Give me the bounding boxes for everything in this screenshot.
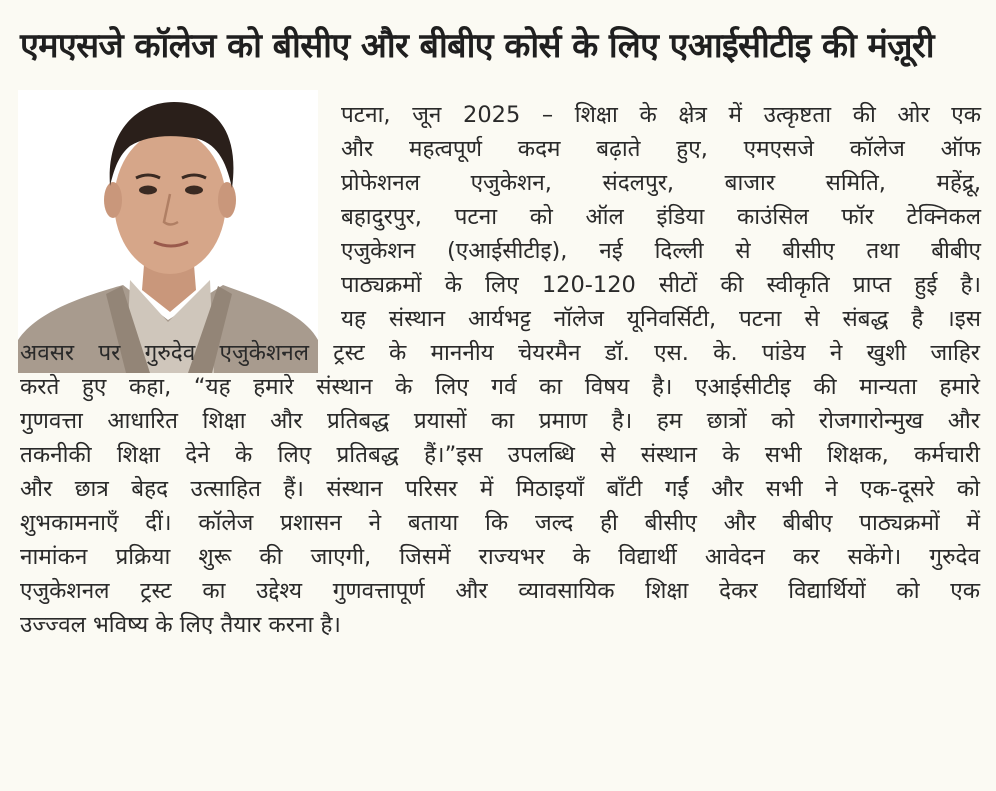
- article-line: एजुकेशन (एआईसीटीइ), नई दिल्ली से बीसीए तथा बीबीए: [341, 238, 981, 264]
- article-line: और महत्वपूर्ण कदम बढ़ाते हुए, एमएसजे कॉलेज ऑफ: [341, 136, 981, 162]
- article-line: नामांकन प्रक्रिया शुरू की जाएगी, जिसमें राज्यभर के विद्यार्थी आवेदन कर सकेंगे। गुरुदेव: [20, 544, 980, 570]
- article-line: और छात्र बेहद उत्साहित हैं। संस्थान परिसर में मिठाइयाँ बाँटी गईं और सभी ने एक-दूसरे को: [20, 476, 980, 502]
- article-line: पटना, जून 2025 – शिक्षा के क्षेत्र में उत्कृष्टता की ओर एक: [341, 102, 981, 128]
- article-line: उज्ज्वल भविष्य के लिए तैयार करना है।: [20, 612, 341, 638]
- person-portrait-icon: [18, 90, 318, 373]
- article-line: एजुकेशनल ट्रस्ट का उद्देश्य गुणवत्तापूर्ण और व्यावसायिक शिक्षा देकर विद्यार्थियों को एक: [20, 578, 980, 604]
- headline: एमएसजे कॉलेज को बीसीए और बीबीए कोर्स के लिए एआईसीटीइ की मंज़ूरी: [20, 26, 934, 66]
- article-line: शुभकामनाएँ दीं। कॉलेज प्रशासन ने बताया कि जल्द ही बीसीए और बीबीए पाठ्यक्रमों में: [20, 510, 980, 536]
- article-line: करते हुए कहा, “यह हमारे संस्थान के लिए गर्व का विषय है। एआईसीटीइ की मान्यता हमारे: [20, 374, 980, 400]
- portrait-photo: [18, 90, 318, 373]
- article-line: पाठ्यक्रमों के लिए 120-120 सीटों की स्वीकृति प्राप्त हुई है।: [341, 272, 981, 298]
- article-line: यह संस्थान आर्यभट्ट नॉलेज यूनिवर्सिटी, पटना से संबद्ध है ।इस: [341, 306, 981, 332]
- article-line: अवसर पर गुरुदेव एजुकेशनल ट्रस्ट के माननीय चेयरमैन डॉ. एस. के. पांडेय ने खुशी जाहिर: [20, 340, 980, 366]
- article-line: बहादुरपुर, पटना को ऑल इंडिया काउंसिल फॉर टेक्निकल: [341, 204, 981, 230]
- article-line: गुणवत्ता आधारित शिक्षा और प्रतिबद्ध प्रयासों का प्रमाण है। हम छात्रों को रोजगारोन्मुख और: [20, 408, 980, 434]
- article-line: तकनीकी शिक्षा देने के लिए प्रतिबद्ध हैं।”इस उपलब्धि से संस्थान के सभी शिक्षक, कर्मचारी: [20, 442, 980, 468]
- article-line: प्रोफेशनल एजुकेशन, संदलपुर, बाजार समिति, महेंद्रू,: [341, 170, 981, 196]
